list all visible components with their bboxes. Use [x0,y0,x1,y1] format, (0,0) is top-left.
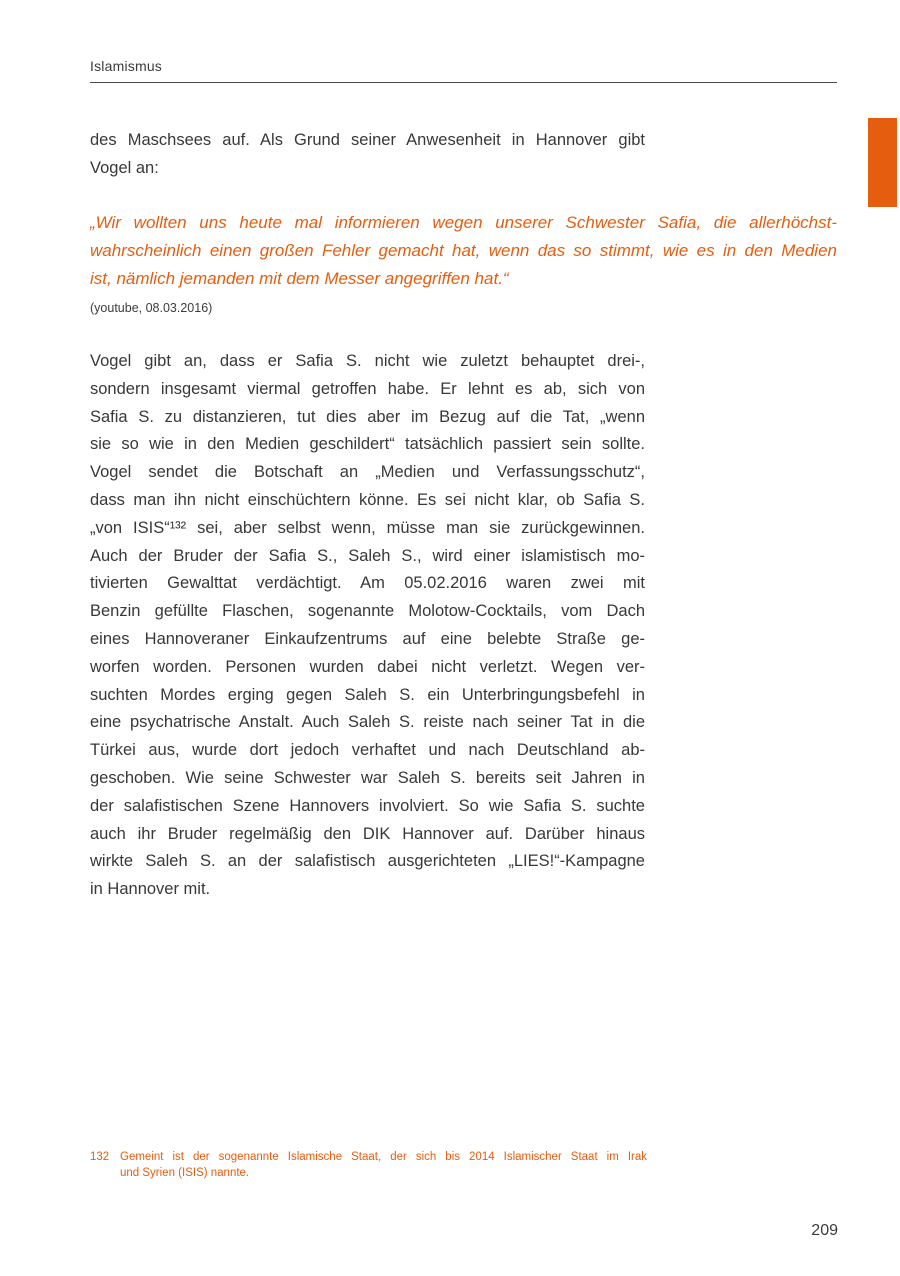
text-line: sondern insgesamt viermal getroffen habe. Er lehnt es ab, sich von [90,379,645,398]
text-line: der salafistischen Szene Hannovers involviert. So wie Safia S. suchte [90,796,645,815]
quote-source-citation: (youtube, 08.03.2016) [90,301,213,315]
text-line: Vogel gibt an, dass er Safia S. nicht wie zuletzt behauptet drei-, [90,352,645,370]
text-line: geschoben. Wie seine Schwester war Saleh S. bereits seit Jahren in [90,768,645,787]
text-line: wirkte Saleh S. an der salafistisch ausgerichteten „LIES!“-Kampagne [90,852,645,871]
text-line: auch ihr Bruder regelmäßig den DIK Hannover auf. Darüber hinaus [90,824,645,843]
intro-paragraph [90,127,645,183]
text-line: Vogel an: [90,158,159,177]
footnote-text [120,1149,647,1181]
text-line: dass man ihn nicht einschüchtern könne. Es sei nicht klar, ob Safia S. [90,490,645,509]
header-rule [90,82,837,83]
text-line: Vogel sendet die Botschaft an „Medien und Verfassungsschutz“, [90,463,645,482]
text-line: ist, nämlich jemanden mit dem Messer angegriffen hat.“ [90,269,509,288]
text-line: Auch der Bruder der Safia S., Saleh S., wird einer islamistisch mo- [90,546,645,565]
text-line: suchten Mordes erging gegen Saleh S. ein Unterbringungsbefehl in [90,685,645,704]
text-line: wahrscheinlich einen großen Fehler gemacht hat, wenn das so stimmt, wie es in den Medien [90,241,837,260]
text-line: in Hannover mit. [90,880,211,899]
footnote-number: 132 [90,1151,110,1163]
text-line: „von ISIS“¹³² sei, aber selbst wenn, müsse man sie zurückgewinnen. [90,518,645,537]
running-header: Islamismus [90,58,163,74]
text-line: Benzin gefüllte Flaschen, sogenannte Molotow-Cocktails, vom Dach [90,602,645,621]
text-line: „Wir wollten uns heute mal informieren wegen unserer Schwester Safia, die allerhöchst- [90,213,837,232]
text-line: Türkei aus, wurde dort jedoch verhaftet und nach Deutschland ab- [90,741,645,760]
text-line: sie so wie in den Medien geschildert“ tatsächlich passiert sein sollte. [90,435,645,454]
quote-paragraph [90,209,837,293]
body-paragraph [90,348,645,904]
text-line: eine psychatrische Anstalt. Auch Saleh S. reiste nach seiner Tat in die [90,713,645,732]
text-line: und Syrien (ISIS) nannte. [120,1167,250,1179]
page-number: 209 [811,1222,838,1239]
text-line: des Maschsees auf. Als Grund seiner Anwesenheit in Hannover gibt [90,131,645,149]
text-line: eines Hannoveraner Einkaufzentrums auf eine belebte Straße ge- [90,629,645,648]
text-line: Safia S. zu distanzieren, tut dies aber im Bezug auf die Tat, „wenn [90,407,645,426]
text-line: Gemeint ist der sogenannte Islamische Staat, der sich bis 2014 Islamischer Staat im Irak [120,1151,647,1163]
text-line: tivierten Gewalttat verdächtigt. Am 05.02.2016 waren zwei mit [90,574,645,593]
chapter-tab-marker [868,118,897,207]
text-line: worfen worden. Personen wurden dabei nicht verletzt. Wegen ver- [90,657,645,676]
footnote [90,1149,647,1181]
